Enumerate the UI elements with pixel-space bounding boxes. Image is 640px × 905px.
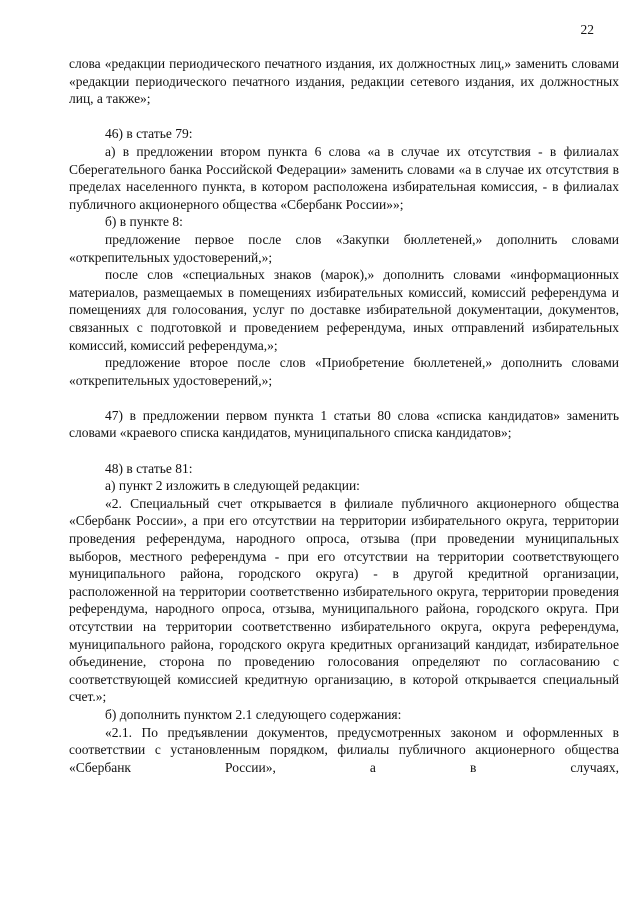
paragraph-9: 48) в статье 81: <box>105 460 193 476</box>
page-number: 22 <box>580 22 594 37</box>
paragraph-4: б) в пункте 8: <box>105 214 183 230</box>
paragraph-13: «2.1. По предъявлении документов, предусмотренных законом и оформленных в соответствии с установленным порядком, филиалы публичного акционерного общества «Сбербанк России», а в случаях, <box>69 724 619 775</box>
paragraph-2: 46) в статье 79: <box>105 126 193 142</box>
paragraph-8: 47) в предложении первом пункта 1 статьи 80 слова «списка кандидатов» заменить словами «краевого списка кандидатов, муниципального списка кандидатов»; <box>69 407 619 441</box>
paragraph-6: после слов «специальных знаков (марок),» дополнить словами «информационных материалов, размещаемых в помещениях избирательных комиссий, комиссий референдума и помещениях для голосования, услуг по доставке избирательной документации, документов, связанных с подготовкой и проведением референдума, иных отправлений избирательных комиссий, комиссий референдума,»; <box>69 267 619 353</box>
paragraph-12: б) дополнить пунктом 2.1 следующего содержания: <box>105 706 402 722</box>
paragraph-7: предложение второе после слов «Приобретение бюллетеней,» дополнить словами «открепительных удостоверений,»; <box>69 355 619 388</box>
paragraph-5: предложение первое после слов «Закупки бюллетеней,» дополнить словами «открепительных удостоверений,»; <box>69 231 619 265</box>
paragraph-3: а) в предложении втором пункта 6 слова «а в случае их отсутствия - в филиалах Сберегательного банка Российской Федерации» заменить словами «а в случае их отсутствия в пределах населенного пункта, в котором расположена избирательная комиссия, - в филиалах публичного акционерного общества «Сбербанк России»»; <box>69 143 619 212</box>
paragraph-1: слова «редакции периодического печатного издания, их должностных лиц,» заменить словами «редакции периодического печатного издания, редакции сетевого издания, их должностных лиц, а также»; <box>69 56 619 107</box>
paragraph-11: «2. Специальный счет открывается в филиале публичного акционерного общества «Сбербанк России», а при его отсутствии на территории избирательного округа, территории проведения референдума, народного опроса, отзыва (при проведении муниципальных выборов, местного референдума - при его отсутствии на территории соответствующего муниципального района, городского округа) - в другой кредитной организации, расположенной на территории соответственно избирательного округа, территории проведения референдума, народного опроса, отзыва, муниципального района, городского округа. При отсутствии на территории соответственно избирательного округа, округа референдума, муниципального района, городского округа кредитных организаций кандидат, избирательное объединение, сторона по проведению голосования определяют по согласованию с соответствующей комиссией кредитную организацию, в которой открывается специальный счет.»; <box>69 495 619 705</box>
paragraph-10: а) пункт 2 изложить в следующей редакции: <box>105 478 360 494</box>
document-body <box>69 55 619 776</box>
